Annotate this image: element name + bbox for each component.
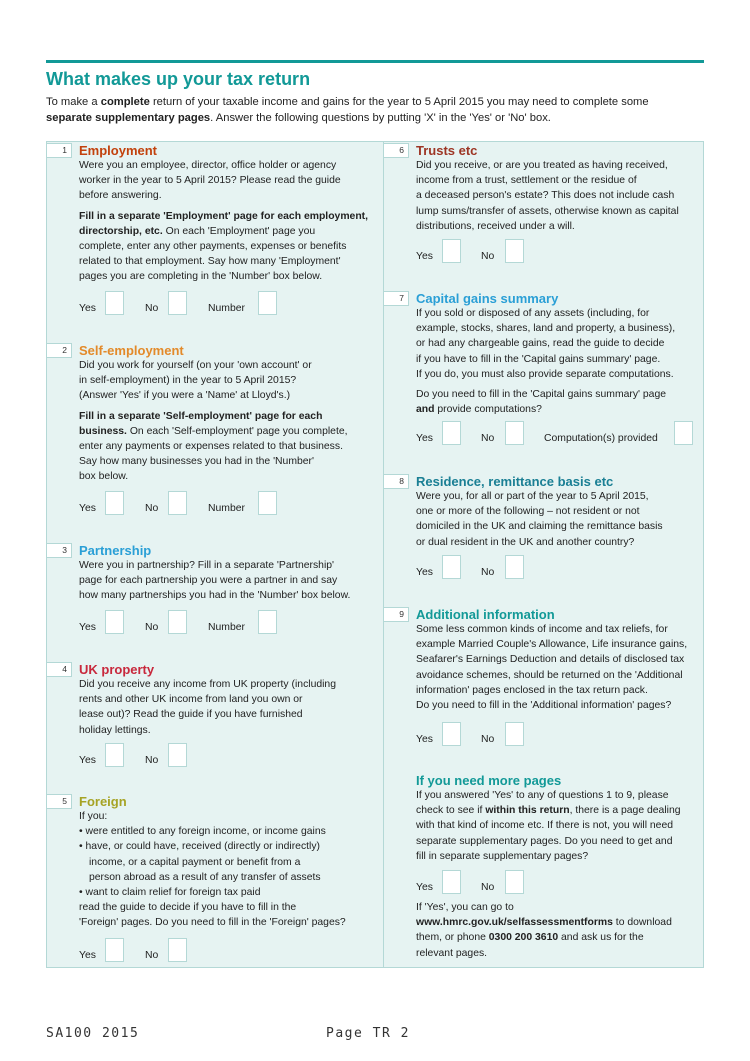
body-line: information' pages enclosed in the tax return pack.: [416, 684, 648, 696]
body-line: [79, 424, 348, 439]
body-line: enter any payments or expenses related to that business.: [79, 441, 343, 453]
intro-text-part: return of your taxable income and gains for the year to 5 April 2015 you may need to complete some: [149, 96, 649, 108]
body-line: 'Foreign' pages. Do you need to fill in the 'Foreign' pages?: [79, 917, 346, 929]
body-text: check to see if: [416, 805, 486, 817]
number-label: Number: [208, 303, 245, 314]
yes-label: Yes: [416, 882, 433, 893]
no-label: No: [481, 251, 495, 262]
yes-label: Yes: [79, 950, 96, 961]
intro-emphasis: complete: [100, 96, 150, 108]
section-title: If you need more pages: [416, 773, 562, 788]
body-line: domiciled in the UK and claiming the remittance basis: [416, 521, 663, 533]
no-label: No: [145, 950, 159, 961]
no-label: No: [145, 622, 159, 633]
trusts-no-checkbox[interactable]: [505, 239, 524, 263]
body-text: On each 'Self-employment' page you complete,: [126, 425, 348, 437]
question-number: 9: [383, 607, 409, 622]
body-line: Do you need to fill in the 'Additional information' pages?: [416, 700, 672, 712]
body-line: if you have to fill in the 'Capital gains summary' page.: [416, 353, 661, 365]
body-line: or dual resident in the UK and another country?: [416, 536, 635, 548]
intro-text-part: . Answer the following questions by putting 'X' in the 'Yes' or 'No' box.: [210, 112, 551, 124]
body-line: relevant pages.: [416, 947, 488, 959]
bullet-item: • were entitled to any foreign income, or income gains: [79, 826, 326, 838]
computations-provided-checkbox[interactable]: [674, 421, 693, 445]
yes-label: Yes: [416, 251, 433, 262]
bullet-item: • have, or could have, received (directly or indirectly): [79, 841, 320, 853]
section-title: UK property: [79, 662, 155, 677]
section-title: Capital gains summary: [416, 291, 559, 306]
body-emphasis: Fill in a separate 'Self-employment' page for each: [79, 410, 323, 422]
more-pages-no-checkbox[interactable]: [505, 870, 524, 894]
yes-label: Yes: [416, 567, 433, 578]
foreign-no-checkbox[interactable]: [168, 938, 187, 962]
body-emphasis: business.: [79, 425, 127, 437]
question-number: 1: [46, 143, 72, 158]
no-label: No: [481, 433, 495, 444]
question-number: 7: [383, 291, 409, 306]
partnership-number-box[interactable]: [258, 610, 277, 634]
column-divider: [383, 141, 384, 968]
body-line: worker in the year to 5 April 2015? Please read the guide: [79, 175, 341, 187]
body-line: with that kind of income etc. If there is not, you will need: [416, 820, 674, 832]
section-title: Additional information: [416, 607, 555, 622]
section-title: Trusts etc: [416, 143, 478, 158]
body-text: and ask us for the: [558, 932, 644, 944]
question-number: 6: [383, 143, 409, 158]
body-line: holiday lettings.: [79, 724, 151, 736]
body-line: distributions, received under a will.: [416, 220, 575, 232]
body-line: If you sold or disposed of any assets (including, for: [416, 308, 650, 319]
body-line: [416, 803, 681, 818]
body-line: fill in separate supplementary pages?: [416, 850, 589, 862]
bullet-continuation: income, or a capital payment or benefit from a: [89, 856, 301, 868]
section-body: [79, 558, 350, 604]
no-label: No: [481, 567, 495, 578]
residence-yes-checkbox[interactable]: [442, 555, 461, 579]
form-reference: SA100 2015: [46, 1026, 140, 1041]
no-label: No: [145, 303, 159, 314]
body-line: example, stocks, shares, land and property, a business),: [416, 323, 676, 335]
section-title: Self-employment: [79, 343, 184, 358]
partnership-no-checkbox[interactable]: [168, 610, 187, 634]
body-line: [416, 402, 675, 417]
yes-label: Yes: [79, 303, 96, 314]
computations-label: Computation(s) provided: [544, 433, 658, 444]
question-number: 2: [46, 343, 72, 358]
uk-property-yes-checkbox[interactable]: [105, 743, 124, 767]
body-line: rents and other UK income from land you own or: [79, 694, 303, 706]
body-line: in self-employment) in the year to 5 April 2015?: [79, 375, 297, 387]
section-body: [79, 677, 336, 738]
no-label: No: [481, 734, 495, 745]
body-text: , there is a page dealing: [569, 805, 681, 817]
body-emphasis: Fill in a separate 'Employment' page for each employment,: [79, 210, 369, 222]
body-line: lease out)? Read the guide if you have furnished: [79, 709, 303, 721]
self-employment-yes-checkbox[interactable]: [105, 491, 124, 515]
number-label: Number: [208, 622, 245, 633]
body-line: pages you are completing in the 'Number' box below.: [79, 271, 323, 283]
intro-text: [46, 94, 706, 126]
intro-emphasis: separate supplementary pages: [46, 112, 211, 124]
body-line: separate supplementary pages. Do you need to get and: [416, 835, 673, 847]
no-label: No: [145, 503, 159, 514]
yes-label: Yes: [416, 433, 433, 444]
capital-gains-yes-checkbox[interactable]: [442, 421, 461, 445]
body-text: to download: [612, 917, 672, 929]
body-line: Seafarer's Earnings Deduction and details of disclosed tax: [416, 654, 685, 666]
body-line: avoidance schemes, should be returned on the 'Additional: [416, 669, 683, 681]
body-line: [416, 915, 672, 930]
body-line: Did you receive any income from UK property (including: [79, 679, 336, 690]
body-line: box below.: [79, 471, 129, 483]
body-line: [79, 409, 348, 424]
body-line: how many partnerships you had in the 'Number' box below.: [79, 590, 351, 602]
section-body: [79, 358, 348, 485]
section-body: [416, 622, 687, 713]
body-line: If you:: [79, 811, 108, 822]
additional-information-no-checkbox[interactable]: [505, 722, 524, 746]
body-line: page for each partnership you were a partner in and say: [79, 575, 338, 587]
yes-label: Yes: [416, 734, 433, 745]
residence-no-checkbox[interactable]: [505, 555, 524, 579]
section-title: Residence, remittance basis etc: [416, 474, 614, 489]
capital-gains-no-checkbox[interactable]: [505, 421, 524, 445]
section-title: Employment: [79, 143, 158, 158]
body-line: [416, 930, 672, 945]
body-text: On each 'Employment' page you: [162, 225, 316, 237]
employment-no-checkbox[interactable]: [168, 291, 187, 315]
body-line: before answering.: [79, 190, 162, 202]
page-number: Page TR 2: [326, 1026, 410, 1041]
question-number: 3: [46, 543, 72, 558]
intro-text-part: To make a: [46, 96, 101, 108]
partnership-yes-checkbox[interactable]: [105, 610, 124, 634]
phone-number: 0300 200 3610: [488, 932, 559, 944]
body-text: provide computations?: [434, 404, 542, 416]
body-line: income from a trust, settlement or the residue of: [416, 175, 637, 187]
yes-label: Yes: [79, 503, 96, 514]
employment-number-box[interactable]: [258, 291, 277, 315]
section-body: [79, 809, 346, 931]
body-line: a deceased person's estate? This does not include cash: [416, 190, 675, 202]
body-line: Were you in partnership? Fill in a separate 'Partnership': [79, 560, 335, 571]
employment-yes-checkbox[interactable]: [105, 291, 124, 315]
body-line: Did you work for yourself (on your 'own account' or: [79, 360, 312, 371]
body-line: complete, enter any other payments, expenses or benefits: [79, 241, 347, 253]
section-body: [416, 306, 675, 417]
bullet-item: • want to claim relief for foreign tax paid: [79, 887, 261, 899]
body-line: If you do, you must also provide separate computations.: [416, 368, 674, 380]
section-title: Foreign: [79, 794, 127, 809]
body-line: one or more of the following – not resident or not: [416, 506, 640, 518]
body-line: (Answer 'Yes' if you were a 'Name' at Lloyd's.): [79, 390, 291, 402]
additional-information-yes-checkbox[interactable]: [442, 722, 461, 746]
section-body: [79, 158, 368, 285]
yes-label: Yes: [79, 622, 96, 633]
body-line: Did you receive, or are you treated as having received,: [416, 160, 668, 171]
forms-link[interactable]: www.hmrc.gov.uk/selfassessmentforms: [416, 917, 613, 929]
body-line: [79, 224, 368, 239]
question-number: 5: [46, 794, 72, 809]
body-line: related to that employment. Say how many 'Employment': [79, 256, 341, 268]
body-line: read the guide to decide if you have to fill in the: [79, 902, 297, 914]
self-employment-number-box[interactable]: [258, 491, 277, 515]
body-line: If you answered 'Yes' to any of questions 1 to 9, please: [416, 790, 669, 801]
no-label: No: [145, 755, 159, 766]
body-line: lump sums/transfer of assets, otherwise known as capital: [416, 205, 679, 217]
body-emphasis: and: [416, 404, 435, 416]
bullet-continuation: person abroad as a result of any transfer of assets: [89, 871, 321, 883]
body-line: If 'Yes', you can go to: [416, 902, 514, 913]
body-line: [79, 209, 368, 224]
more-pages-yes-checkbox[interactable]: [442, 870, 461, 894]
question-number: 8: [383, 474, 409, 489]
section-title: Partnership: [79, 543, 152, 558]
body-line: Some less common kinds of income and tax reliefs, for: [416, 624, 668, 635]
section-body: [416, 489, 663, 550]
body-line: Say how many businesses you had in the 'Number': [79, 456, 314, 468]
body-emphasis: within this return: [485, 805, 570, 817]
self-employment-no-checkbox[interactable]: [168, 491, 187, 515]
body-line: Were you an employee, director, office holder or agency: [79, 160, 337, 171]
section-body: [416, 788, 681, 864]
section-body: [416, 158, 679, 234]
trusts-yes-checkbox[interactable]: [442, 239, 461, 263]
body-text: them, or phone: [416, 932, 489, 944]
body-line: or had any chargeable gains, read the guide to decide: [416, 338, 665, 350]
body-line: example Married Couple's Allowance, Life insurance gains,: [416, 639, 688, 651]
foreign-yes-checkbox[interactable]: [105, 938, 124, 962]
body-line: Do you need to fill in the 'Capital gains summary' page: [416, 389, 667, 401]
top-rule: [46, 60, 704, 63]
more-pages-contact: [416, 900, 672, 961]
number-label: Number: [208, 503, 245, 514]
page-title: What makes up your tax return: [46, 69, 311, 89]
answer-row: [416, 421, 696, 445]
yes-label: Yes: [79, 755, 96, 766]
question-number: 4: [46, 662, 72, 677]
uk-property-no-checkbox[interactable]: [168, 743, 187, 767]
body-line: Were you, for all or part of the year to 5 April 2015,: [416, 491, 649, 502]
no-label: No: [481, 882, 495, 893]
body-emphasis: directorship, etc.: [79, 225, 163, 237]
